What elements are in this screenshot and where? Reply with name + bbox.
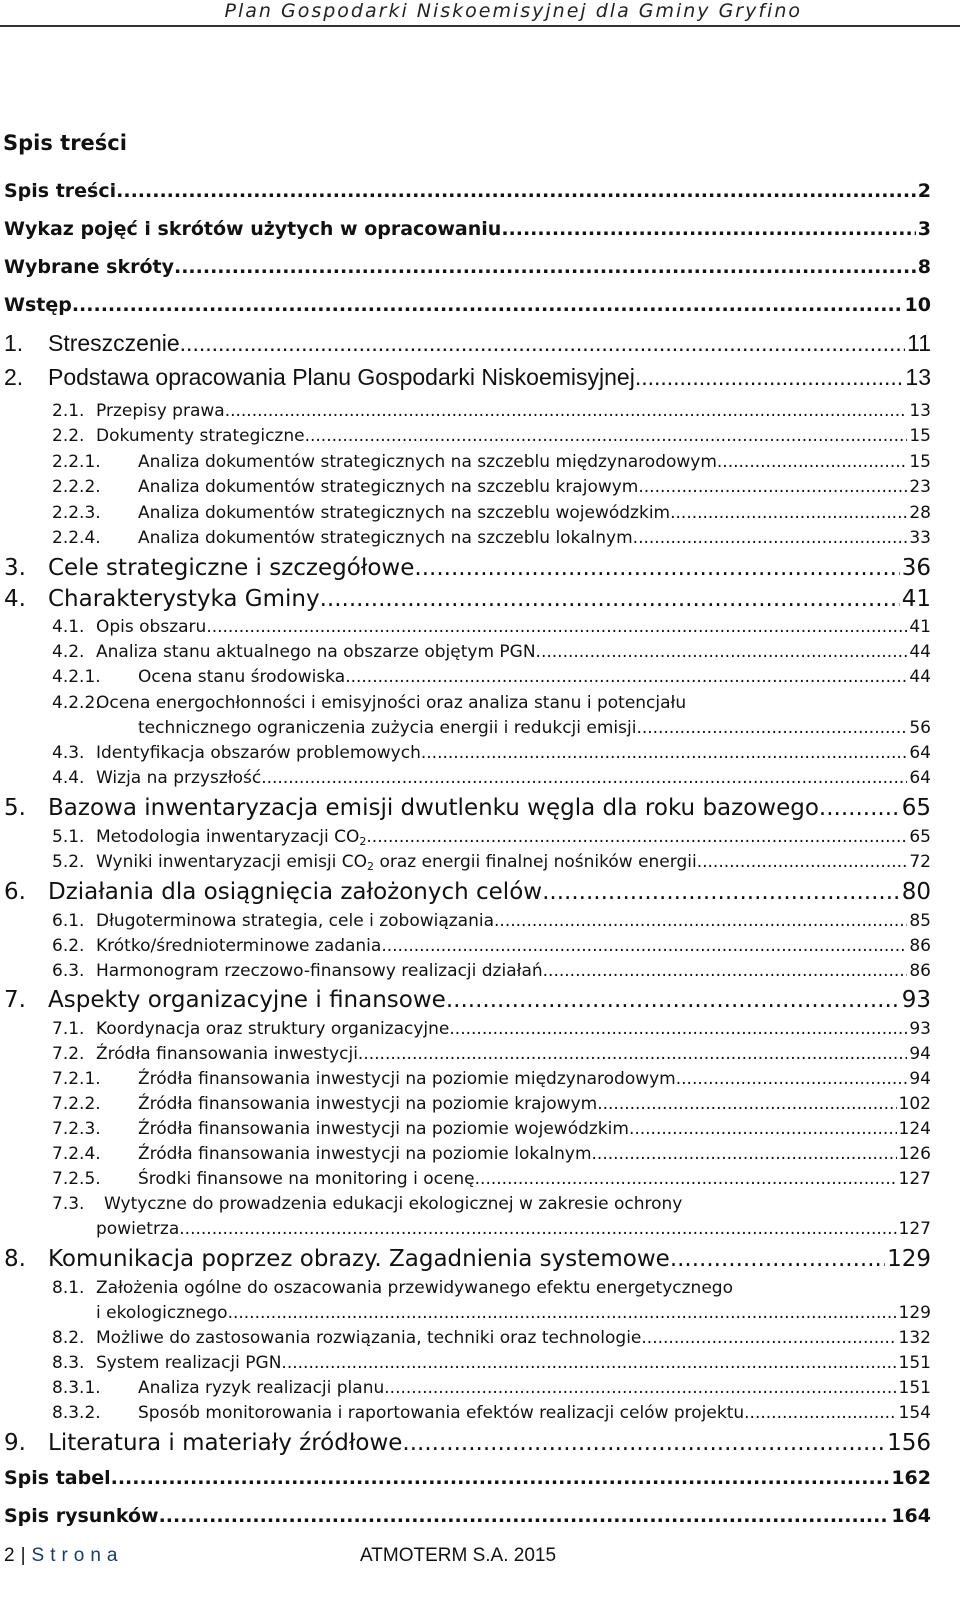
toc-entry[interactable] — [4, 218, 931, 240]
toc-dot-leader — [819, 795, 900, 821]
toc-entry[interactable] — [52, 1328, 931, 1348]
toc-entry-title: Analiza dokumentów strategicznych na szczeblu międzynarodowym — [138, 452, 717, 472]
toc-dot-leader — [636, 718, 907, 738]
toc-dot-leader — [744, 1403, 896, 1423]
toc-dot-leader — [543, 961, 908, 981]
toc-entry-number: 6.1. — [52, 911, 85, 931]
toc-entry-title: Przepisy prawa — [96, 401, 225, 421]
toc-entry-title: Wyniki inwentaryzacji emisji $CO_2$ oraz energii finalnej nośników energii — [96, 852, 697, 873]
toc-entry-page: 13 — [909, 401, 931, 421]
toc-entry[interactable] — [52, 743, 931, 763]
toc-entry-page: 13 — [905, 364, 931, 390]
toc-entry-title: Środki finansowe na monitoring i ocenę — [138, 1169, 475, 1189]
toc-entry-number: 6.3. — [52, 961, 85, 981]
toc-entry[interactable] — [52, 617, 931, 637]
toc-dot-leader — [597, 1094, 896, 1114]
toc-dot-leader — [358, 1044, 907, 1064]
footer-separator: | — [20, 1545, 26, 1566]
toc-entry-title-line1: Wytyczne do prowadzenia edukacji ekologicznej w zakresie ochrony — [104, 1194, 683, 1214]
toc-entry-number: 8.3.2. — [52, 1403, 101, 1423]
toc-dot-leader — [633, 528, 908, 548]
toc-entry-page: 129 — [898, 1303, 931, 1323]
toc-entry-title: Analiza dokumentów strategicznych na szczeblu krajowym — [138, 477, 639, 497]
footer-page-word: Strona — [31, 1545, 124, 1566]
page-header — [0, 0, 960, 26]
toc-dot-leader — [384, 1378, 896, 1398]
toc-entry-page: 33 — [909, 528, 931, 548]
toc-entry[interactable] — [52, 401, 931, 421]
toc-entry[interactable] — [52, 852, 931, 873]
toc-entry-page: 2 — [917, 180, 931, 202]
toc-entry-title: Źródła finansowania inwestycji na poziomie krajowym — [138, 1094, 598, 1114]
toc-entry-number: 7.2.4. — [52, 1144, 101, 1164]
toc-entry-line — [52, 1278, 931, 1298]
toc-entry-title: Opis obszaru — [96, 617, 207, 637]
toc-entry[interactable] — [52, 936, 931, 956]
toc-dot-leader — [641, 1328, 896, 1348]
toc-entry-title: Działania dla osiągnięcia założonych celów — [48, 879, 543, 905]
toc-dot-leader — [475, 1169, 897, 1189]
toc-dot-leader — [446, 987, 900, 1013]
toc-entry[interactable] — [4, 294, 931, 316]
toc-entry[interactable] — [52, 1144, 931, 1164]
toc-entry[interactable] — [52, 1019, 931, 1039]
toc-dot-leader — [449, 1019, 907, 1039]
toc-entry-title: i ekologicznego — [96, 1303, 228, 1323]
toc-entry-title: Ocena stanu środowiska — [138, 667, 346, 687]
toc-entry-title: Wybrane skróty — [4, 256, 174, 278]
footer-page-number: 2 — [4, 1545, 15, 1566]
toc-entry[interactable] — [52, 1094, 931, 1114]
footer-page-label — [4, 1545, 124, 1567]
toc-entry-number: 8.1. — [52, 1278, 85, 1298]
toc-dot-leader — [179, 1219, 896, 1239]
toc-entry-page: 94 — [909, 1069, 931, 1089]
toc-entry[interactable] — [52, 1169, 931, 1189]
toc-entry[interactable] — [4, 987, 931, 1013]
toc-entry[interactable] — [52, 503, 931, 523]
toc-entry[interactable] — [4, 555, 931, 581]
toc-entry[interactable] — [4, 1467, 931, 1489]
toc-entry-page: 156 — [887, 1430, 931, 1456]
toc-entry-number: 7.2.1. — [52, 1069, 101, 1089]
toc-entry-number: 2.1. — [52, 401, 85, 421]
toc-entry-page: 28 — [909, 503, 931, 523]
toc-entry-title: Wstęp — [4, 294, 72, 316]
toc-entry-number: 8.3. — [52, 1353, 85, 1373]
toc-dot-leader — [542, 879, 900, 905]
toc-entry[interactable] — [52, 426, 931, 446]
toc-entry-title: powietrza — [96, 1219, 180, 1239]
toc-dot-leader — [320, 586, 900, 612]
toc-entry[interactable] — [52, 961, 931, 981]
toc-entry-page: 65 — [909, 827, 931, 847]
toc-entry-title: Źródła finansowania inwestycji na poziomie lokalnym — [138, 1144, 592, 1164]
toc-entry-page: 10 — [904, 294, 931, 316]
toc-entry-number: 1. — [4, 330, 24, 356]
toc-dot-leader — [206, 617, 907, 637]
toc-entry[interactable] — [138, 718, 931, 738]
toc-entry-page: 93 — [901, 987, 931, 1013]
toc-entry-page: 164 — [891, 1505, 931, 1527]
toc-dot-leader — [501, 218, 915, 240]
toc-dot-leader — [592, 1144, 897, 1164]
toc-entry-title: Koordynacja oraz struktury organizacyjne — [96, 1019, 450, 1039]
toc-entry-title: Identyfikacja obszarów problemowych — [96, 743, 421, 763]
toc-dot-leader — [421, 743, 907, 763]
toc-entry[interactable] — [52, 452, 931, 472]
toc-dot-leader — [72, 294, 903, 316]
toc-entry-title: Możliwe do zastosowania rozwiązania, techniki oraz technologie — [96, 1328, 642, 1348]
toc-entry-title: Spis tabel — [4, 1467, 111, 1489]
toc-entry-title: Literatura i materiały źródłowe — [48, 1430, 403, 1456]
toc-entry-page: 8 — [917, 256, 931, 278]
toc-dot-leader — [717, 452, 907, 472]
toc-entry-number: 7.2. — [52, 1044, 85, 1064]
toc-dot-leader — [180, 330, 905, 357]
toc-entry[interactable] — [4, 586, 931, 612]
header-title: Plan Gospodarki Niskoemisyjnej dla Gminy Gryfino — [224, 0, 802, 22]
toc-entry-number: 8.3.1. — [52, 1378, 101, 1398]
toc-entry-title: System realizacji PGN — [96, 1353, 282, 1373]
toc-dot-leader — [261, 768, 907, 788]
toc-entry[interactable] — [52, 827, 931, 848]
toc-entry-title: Harmonogram rzeczowo-finansowy realizacji działań — [96, 961, 543, 981]
toc-entry-title: Krótko/średnioterminowe zadania — [96, 936, 382, 956]
toc-entry-number: 7.2.5. — [52, 1169, 101, 1189]
toc-entry-title: Komunikacja poprzez obrazy. Zagadnienia systemowe — [48, 1246, 670, 1272]
toc-entry-subscript: 2 — [359, 835, 367, 848]
toc-entry-number: 5. — [4, 795, 26, 821]
toc-entry-title: Źródła finansowania inwestycji na poziomie wojewódzkim — [138, 1119, 629, 1139]
toc-entry-number: 5.2. — [52, 852, 85, 872]
toc-dot-leader — [305, 426, 908, 446]
toc-entry-number: 7.2.2. — [52, 1094, 101, 1114]
toc-entry-title: Cele strategiczne i szczegółowe — [48, 555, 415, 581]
toc-entry-page: 127 — [898, 1169, 931, 1189]
toc-dot-leader — [159, 1505, 890, 1527]
toc-entry-title-line1: Ocena energochłonności i emisyjności oraz analiza stanu i potencjału — [96, 693, 687, 713]
toc-entry-page: 129 — [887, 1246, 931, 1272]
toc-entry[interactable] — [52, 528, 931, 548]
toc-entry-line — [52, 1194, 931, 1214]
toc-entry[interactable] — [96, 1303, 931, 1323]
toc-entry-page: 15 — [909, 426, 931, 446]
toc-entry[interactable] — [52, 768, 931, 788]
toc-entry-number: 8. — [4, 1246, 26, 1272]
toc-entry-title: Analiza dokumentów strategicznych na szczeblu wojewódzkim — [138, 503, 671, 523]
toc-dot-leader — [494, 911, 907, 931]
toc-dot-leader — [402, 1430, 885, 1456]
toc-entry-page: 93 — [909, 1019, 931, 1039]
toc-dot-leader — [681, 1069, 907, 1089]
toc-entry-page: 11 — [907, 330, 931, 356]
toc-entry-page: 102 — [898, 1094, 931, 1114]
toc-entry-page: 124 — [898, 1119, 931, 1139]
toc-entry-number: 4.2.1. — [52, 667, 101, 687]
toc-entry[interactable] — [52, 1044, 931, 1064]
toc-entry-number: 2. — [4, 364, 24, 390]
header-rule — [0, 25, 960, 27]
toc-dot-leader — [670, 1246, 885, 1272]
toc-entry[interactable] — [52, 1069, 931, 1089]
toc-dot-leader — [638, 477, 907, 497]
toc-dot-leader — [414, 555, 899, 581]
toc-entry-page: 15 — [909, 452, 931, 472]
toc-entry-title: Spis rysunków — [4, 1505, 159, 1527]
toc-entry-page: 56 — [909, 718, 931, 738]
toc-entry-number: 2.2.2. — [52, 477, 101, 497]
toc-entry-title: Bazowa inwentaryzacja emisji dwutlenku węgla dla roku bazowego — [48, 795, 819, 821]
toc-entry-title-line1: Założenia ogólne do oszacowania przewidywanego efektu energetycznego — [96, 1278, 733, 1298]
toc-dot-leader — [635, 364, 904, 391]
toc-entry[interactable] — [52, 477, 931, 497]
toc-entry-number: 4.2.2. — [52, 693, 101, 713]
toc-entry-number: 6. — [4, 879, 26, 905]
toc-entry[interactable] — [52, 1378, 931, 1398]
toc-entry[interactable] — [52, 911, 931, 931]
toc-entry-title: Analiza dokumentów strategicznych na szczeblu lokalnym — [138, 528, 633, 548]
toc-entry[interactable] — [52, 1353, 931, 1373]
toc-entry-page: 41 — [901, 586, 931, 612]
toc-entry[interactable] — [4, 364, 931, 391]
toc-entry[interactable] — [52, 1403, 931, 1423]
toc-dot-leader — [281, 1353, 896, 1373]
toc-entry-title: Źródła finansowania inwestycji na poziomie międzynarodowym. — [138, 1069, 682, 1089]
toc-dot-leader — [697, 852, 908, 872]
toc-entry-title: Podstawa opracowania Planu Gospodarki Niskoemisyjnej — [48, 364, 635, 390]
toc-dot-leader — [116, 180, 916, 202]
toc-dot-leader — [366, 827, 907, 847]
toc-dot-leader — [345, 667, 907, 687]
page-footer — [0, 1537, 960, 1610]
toc-dot-leader — [225, 401, 908, 421]
toc-entry-page: 44 — [909, 667, 931, 687]
toc-entry-page: 80 — [901, 879, 931, 905]
toc-entry[interactable] — [4, 795, 931, 821]
toc-entry-number: 4.4. — [52, 768, 85, 788]
toc-dot-leader — [536, 642, 908, 662]
toc-dot-leader — [228, 1303, 897, 1323]
toc-entry-number: 5.1. — [52, 827, 85, 847]
toc-entry[interactable] — [4, 180, 931, 202]
toc-entry-page: 72 — [909, 852, 931, 872]
toc-entry[interactable] — [52, 1119, 931, 1139]
toc-entry[interactable] — [4, 330, 931, 357]
toc-entry-number: 2.2.1. — [52, 452, 101, 472]
toc-entry-title: Analiza stanu aktualnego na obszarze objętym PGN — [96, 642, 536, 662]
toc-entry-page: 154 — [898, 1403, 931, 1423]
toc-entry-number: 4.2. — [52, 642, 85, 662]
toc-entry[interactable] — [52, 667, 931, 687]
toc-entry-title: Metodologia inwentaryzacji $CO_2$ — [96, 827, 367, 848]
toc-entry-title: Spis treści — [4, 180, 117, 202]
toc-entry[interactable] — [4, 1430, 931, 1456]
toc-entry-page: 127 — [898, 1219, 931, 1239]
toc-entry-number: 8.2. — [52, 1328, 85, 1348]
toc-entry-line — [52, 693, 931, 713]
toc-dot-leader — [629, 1119, 897, 1139]
toc-entry-page: 65 — [901, 795, 931, 821]
toc-entry-number: 7.1. — [52, 1019, 85, 1039]
toc-entry-page: 126 — [898, 1144, 931, 1164]
toc-entry[interactable] — [4, 879, 931, 905]
toc-entry-title: Streszczenie — [48, 330, 180, 356]
toc-entry-title: Wykaz pojęć i skrótów użytych w opracowaniu — [4, 218, 502, 240]
toc-entry-page: 94 — [909, 1044, 931, 1064]
toc-entry-page: 64 — [909, 768, 931, 788]
toc-entry[interactable] — [52, 642, 931, 662]
toc-entry-number: 4.1. — [52, 617, 85, 637]
toc-entry-title: Długoterminowa strategia, cele i zobowiązania — [96, 911, 495, 931]
toc-entry-title: Sposób monitorowania i raportowania efektów realizacji celów projektu — [138, 1403, 745, 1423]
toc-entry-page: 64 — [909, 743, 931, 763]
toc-entry-subscript: 2 — [367, 860, 375, 873]
toc-entry-number: 2.2. — [52, 426, 85, 446]
toc-entry-page: 3 — [917, 218, 931, 240]
toc-entry-title: Aspekty organizacyjne i finansowe — [48, 987, 446, 1013]
toc-entry-title: Analiza ryzyk realizacji planu — [138, 1378, 385, 1398]
toc-entry-number: 2.2.4. — [52, 528, 101, 548]
toc-entry-page: 85 — [909, 911, 931, 931]
toc-entry-page: 44 — [909, 642, 931, 662]
toc-entry-title: Wizja na przyszłość — [96, 768, 262, 788]
toc-entry[interactable] — [4, 1246, 931, 1272]
toc-entry[interactable] — [4, 1505, 931, 1527]
toc-entry[interactable] — [4, 256, 931, 278]
toc-entry-title: Źródła finansowania inwestycji — [96, 1044, 358, 1064]
toc-entry-page: 151 — [898, 1353, 931, 1373]
toc-dot-leader — [111, 1467, 890, 1489]
toc-entry-number: 7.2.3. — [52, 1119, 101, 1139]
toc-entry-title: Dokumenty strategiczne — [96, 426, 305, 446]
toc-entry-number: 2.2.3. — [52, 503, 101, 523]
toc-entry-page: 41 — [909, 617, 931, 637]
toc-entry-page: 36 — [901, 555, 931, 581]
toc-entry-number: 7.3. — [52, 1194, 85, 1214]
toc-entry-number: 9. — [4, 1430, 26, 1456]
toc-entry[interactable] — [96, 1219, 931, 1239]
footer-company: ATMOTERM S.A. 2015 — [360, 1545, 557, 1566]
toc-entry-number: 3. — [4, 555, 26, 581]
toc-entry-page: 23 — [909, 477, 931, 497]
toc-heading: Spis treści — [3, 131, 127, 155]
toc-entry-page: 86 — [909, 961, 931, 981]
toc-entry-number: 4. — [4, 586, 26, 612]
toc-entry-page: 86 — [909, 936, 931, 956]
toc-entry-page: 162 — [891, 1467, 931, 1489]
toc-dot-leader — [174, 256, 916, 278]
toc-dot-leader — [381, 936, 907, 956]
toc-dot-leader — [670, 503, 907, 523]
toc-entry-title: technicznego ograniczenia zużycia energii i redukcji emisji — [138, 718, 637, 738]
toc-entry-page: 132 — [898, 1328, 931, 1348]
toc-entry-title: Charakterystyka Gminy — [48, 586, 320, 612]
toc-entry-number: 4.3. — [52, 743, 85, 763]
toc-entry-title-rest: oraz energii finalnej nośników energii — [374, 852, 697, 872]
toc-entry-page: 151 — [898, 1378, 931, 1398]
toc-entry-number: 6.2. — [52, 936, 85, 956]
toc-entry-number: 7. — [4, 987, 26, 1013]
